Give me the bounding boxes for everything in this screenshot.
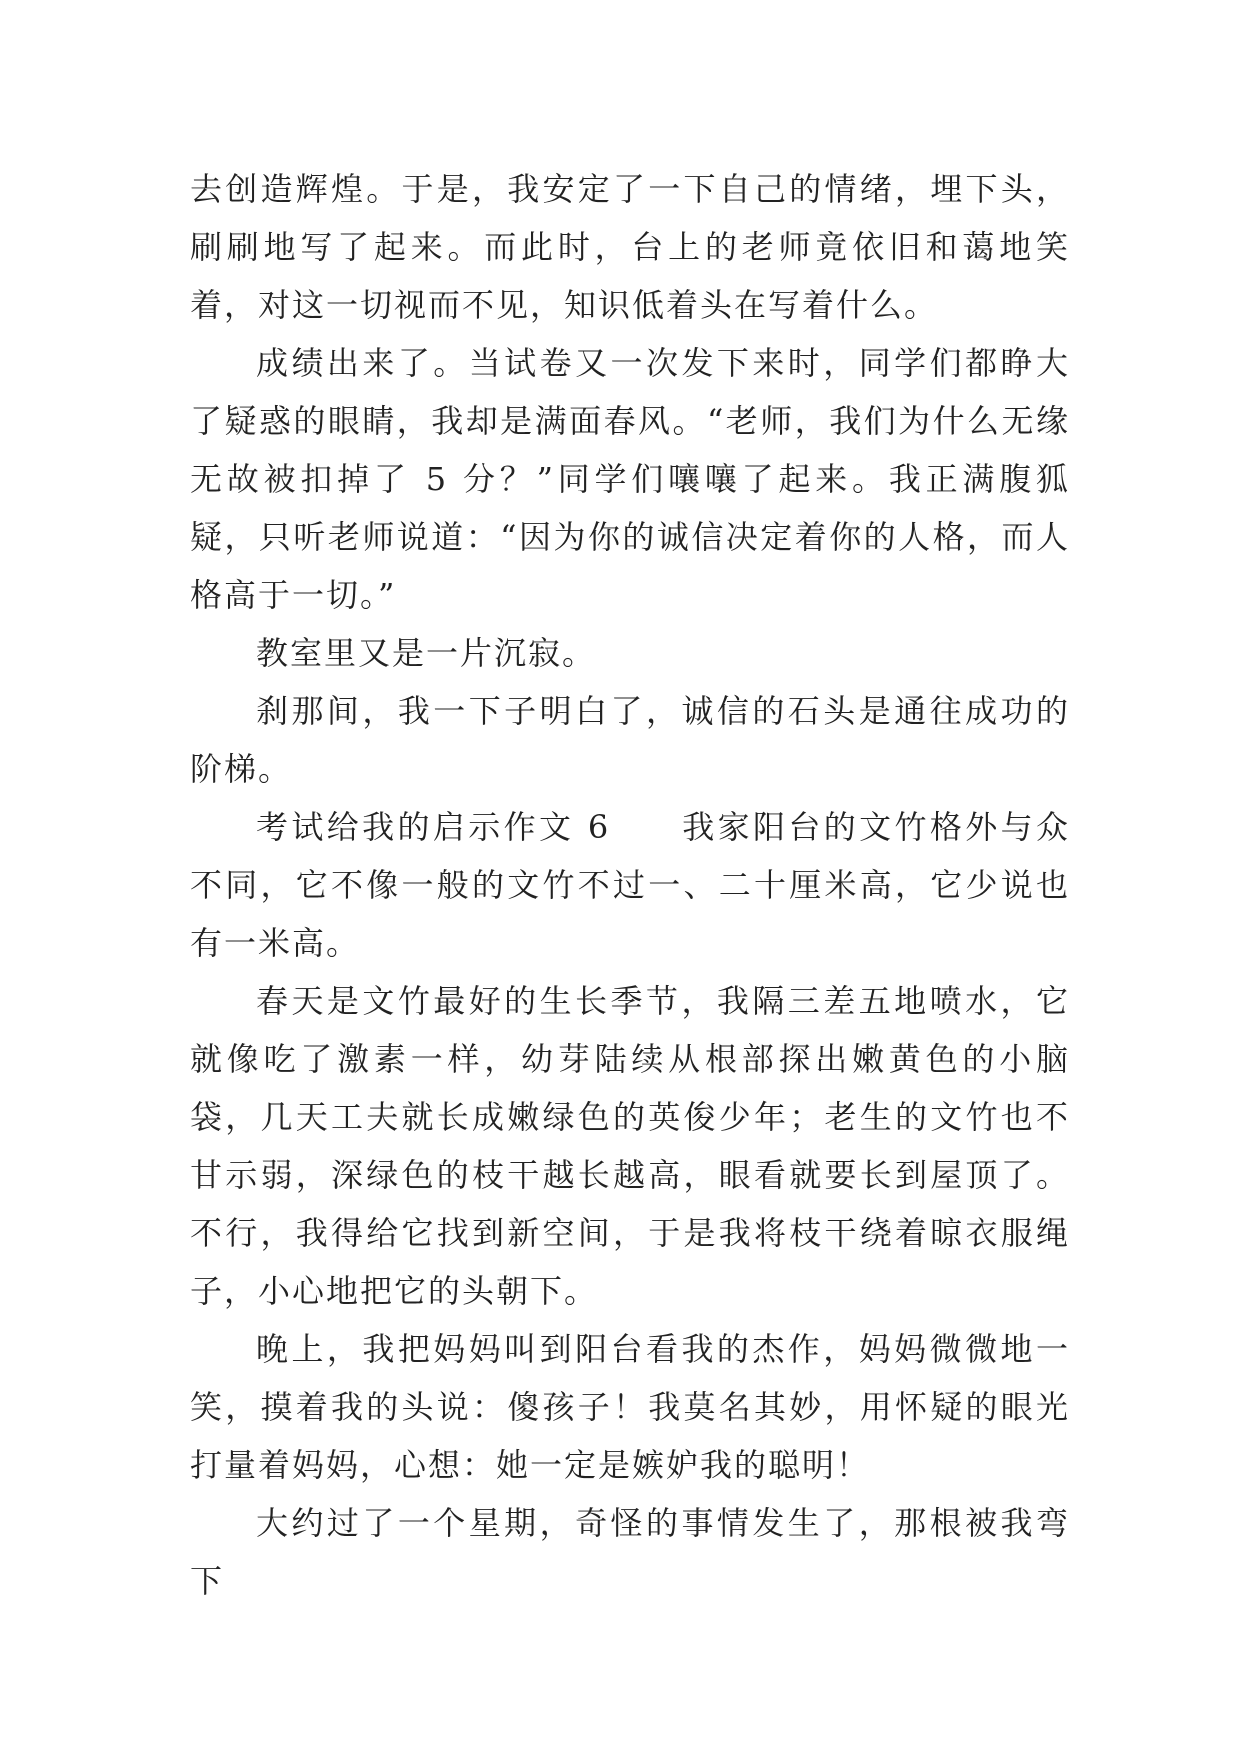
paragraph-1: 去创造辉煌。于是，我安定了一下自己的情绪，埋下头，刷刷地写了起来。而此时，台上的老师竟依旧和蔼地笑着，对这一切视而不见，知识低着头在写着什么。 [190,170,1070,324]
paragraph-8: 大约过了一个星期，奇怪的事情发生了，那根被我弯下 [190,1504,1070,1600]
paragraph-7: 晚上，我把妈妈叫到阳台看我的杰作，妈妈微微地一笑，摸着我的头说：傻孩子！我莫名其妙，用怀疑的眼光打量着妈妈，心想：她一定是嫉妒我的聪明！ [190,1330,1070,1484]
paragraph-6: 春天是文竹最好的生长季节，我隔三差五地喷水，它就像吃了激素一样，幼芽陆续从根部探出嫩黄色的小脑袋，几天工夫就长成嫩绿色的英俊少年；老生的文竹也不甘示弱，深绿色的枝干越长越高，眼看就要长到屋顶了。不行，我得给它找到新空间，于是我将枝干绕着晾衣服绳子，小心地把它的头朝下。 [190,982,1070,1310]
paragraph-5: 考试给我的启示作文 6 我家阳台的文竹格外与众不同，它不像一般的文竹不过一、二十厘米高，它少说也有一米高。 [190,808,1070,962]
paragraph-3: 教室里又是一片沉寂。 [256,634,597,672]
paragraph-4: 刹那间，我一下子明白了，诚信的石头是通往成功的阶梯。 [190,692,1070,788]
paragraph-2: 成绩出来了。当试卷又一次发下来时，同学们都睁大了疑惑的眼睛，我却是满面春风。“老师，我们为什么无缘无故被扣掉了 5 分？”同学们嚷嚷了起来。我正满腹狐疑，只听老师说道：“因为你的诚信决定着你的人格，而人格高于一切。” [190,344,1070,614]
body-text [190,160,1070,1610]
